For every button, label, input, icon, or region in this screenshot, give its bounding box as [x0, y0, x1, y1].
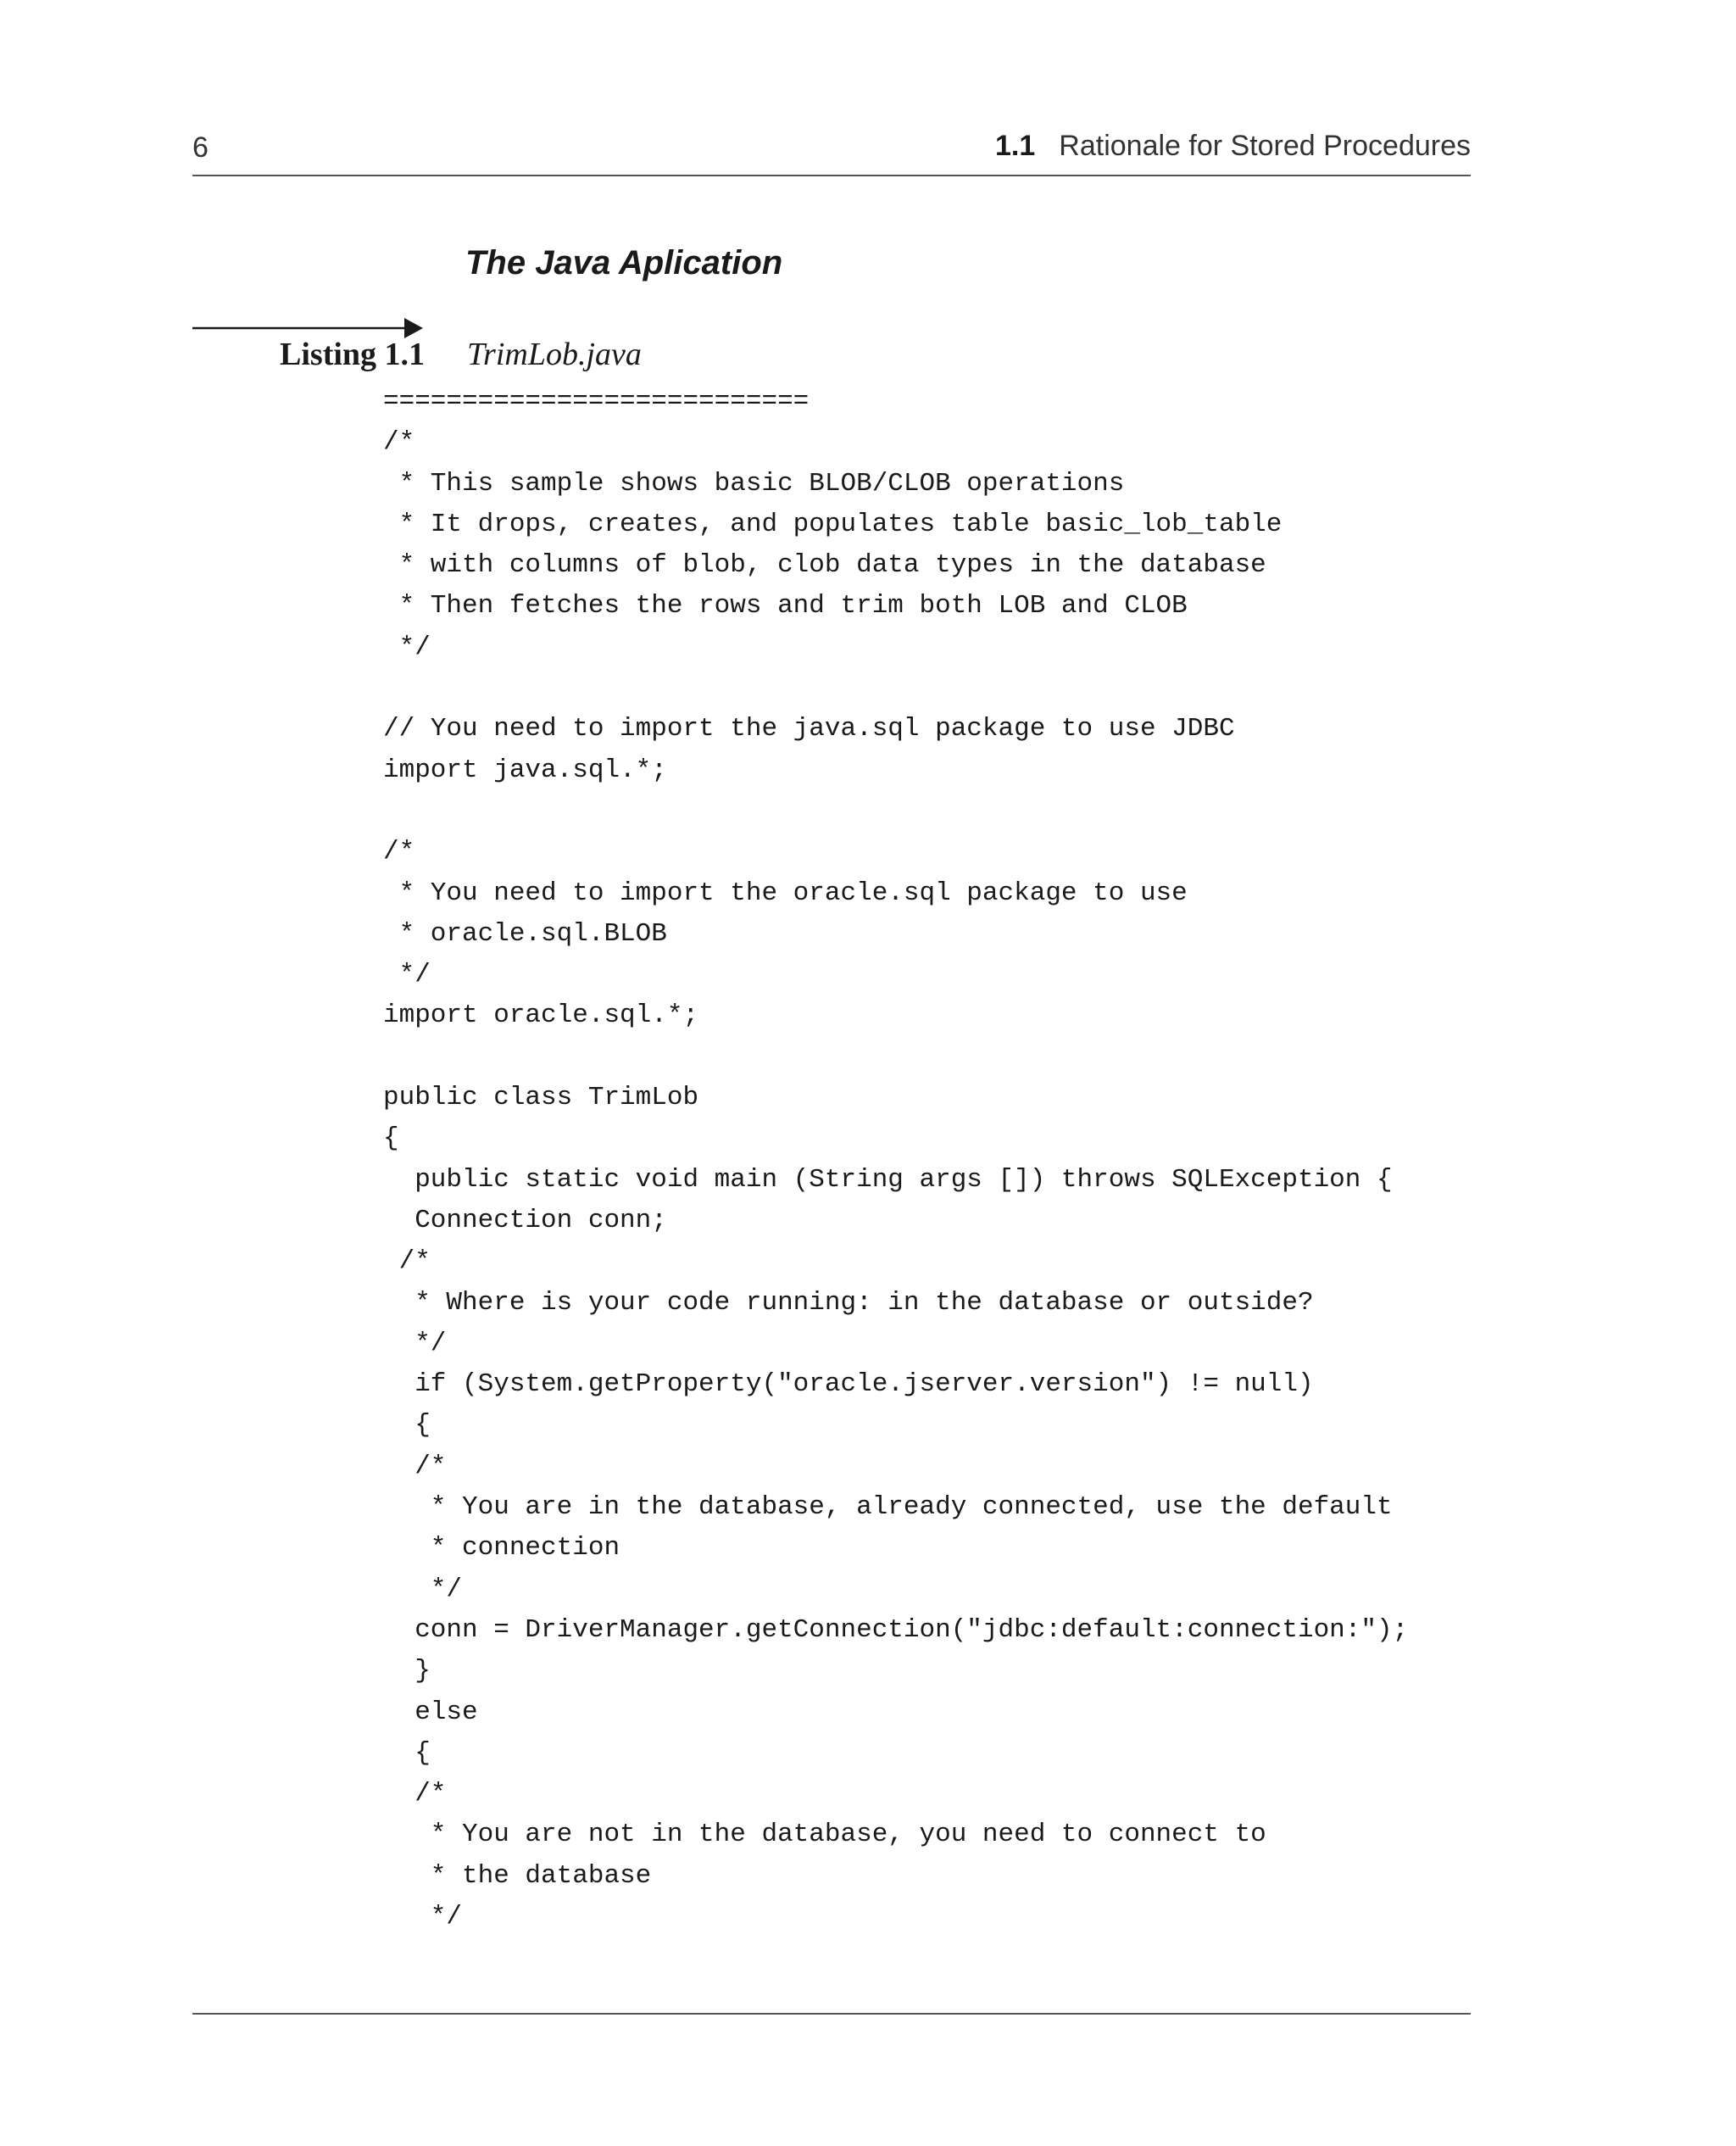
code-line: */	[383, 960, 431, 990]
code-line: * You are in the database, already connected, use the default	[383, 1492, 1393, 1523]
code-line: else	[383, 1697, 478, 1727]
code-line	[383, 791, 1408, 832]
code-line: conn = DriverManager.getConnection("jdbc:default:connection:");	[383, 1614, 1409, 1645]
section-heading: The Java Aplication	[465, 244, 783, 281]
code-line	[383, 1037, 1408, 1078]
code-line: * the database	[383, 1860, 652, 1891]
page-number: 6	[192, 131, 209, 164]
code-line: */	[383, 1574, 463, 1604]
code-line: public class TrimLob	[383, 1083, 699, 1113]
code-line: * connection	[383, 1533, 620, 1564]
code-line: /*	[383, 1451, 447, 1481]
code-line: */	[383, 1901, 463, 1931]
footer-rule	[192, 2013, 1471, 2015]
code-line: * Then fetches the rows and trim both LOB and CLOB	[383, 591, 1188, 622]
code-line: public static void main (String args []) throws SQLException {	[383, 1164, 1393, 1195]
code-line: * with columns of blob, clob data types in the database	[383, 550, 1266, 581]
code-line: import oracle.sql.*;	[383, 1001, 699, 1031]
code-line: }	[383, 1656, 431, 1686]
code-line: * You need to import the oracle.sql package to use	[383, 878, 1188, 908]
listing-label: Listing 1.1	[280, 337, 426, 372]
code-line	[383, 668, 1408, 709]
code-line: * It drops, creates, and populates table basic_lob_table	[383, 509, 1283, 539]
running-head	[995, 130, 1471, 163]
code-line: */	[383, 1328, 447, 1358]
code-line: {	[383, 1737, 431, 1768]
header-rule	[192, 175, 1471, 176]
code-line: import java.sql.*;	[383, 755, 667, 785]
code-line: /*	[383, 1779, 447, 1809]
code-line: * This sample shows basic BLOB/CLOB operations	[383, 468, 1125, 499]
code-line: if (System.getProperty("oracle.jserver.version") != null)	[383, 1369, 1314, 1400]
code-line: * You are not in the database, you need to connect to	[383, 1820, 1266, 1850]
code-line: {	[383, 1410, 431, 1441]
code-line: ===========================	[383, 387, 810, 416]
code-line: Connection conn;	[383, 1205, 667, 1235]
code-line: * Where is your code running: in the database or outside?	[383, 1287, 1314, 1318]
code-line: {	[383, 1123, 399, 1154]
section-number: 1.1	[995, 130, 1036, 162]
code-line: */	[383, 632, 431, 662]
code-line: /*	[383, 837, 415, 867]
listing-filename: TrimLob.java	[467, 337, 642, 372]
code-line: /*	[383, 427, 415, 458]
code-listing	[383, 382, 1408, 1937]
code-line: // You need to import the java.sql package to use JDBC	[383, 714, 1235, 744]
section-title: Rationale for Stored Procedures	[1059, 130, 1471, 162]
code-line: /*	[383, 1246, 431, 1277]
code-line: * oracle.sql.BLOB	[383, 918, 667, 949]
